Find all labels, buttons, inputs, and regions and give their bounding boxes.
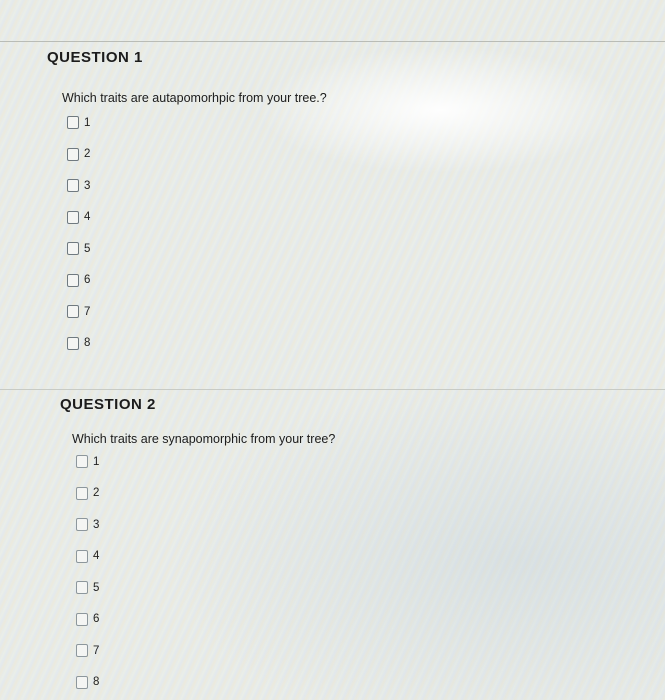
checkbox[interactable] (67, 305, 79, 318)
checkbox[interactable] (67, 148, 79, 161)
checkbox[interactable] (76, 613, 88, 626)
top-divider (0, 41, 665, 42)
checkbox-option[interactable] (67, 296, 90, 328)
checkbox-label: 3 (84, 179, 91, 192)
checkbox[interactable] (76, 676, 88, 689)
checkbox-label: 6 (93, 613, 100, 626)
checkbox-option[interactable] (67, 107, 90, 139)
checkbox-option[interactable] (76, 509, 99, 541)
checkbox[interactable] (67, 211, 79, 224)
checkbox[interactable] (76, 455, 88, 468)
checkbox[interactable] (76, 581, 88, 594)
checkbox-label: 5 (93, 581, 100, 594)
checkbox-option[interactable] (76, 572, 99, 604)
checkbox-option[interactable] (76, 541, 99, 573)
checkbox[interactable] (67, 337, 79, 350)
checkbox-option[interactable] (67, 233, 90, 265)
checkbox-option[interactable] (67, 328, 90, 360)
checkbox-label: 8 (93, 676, 100, 689)
checkbox-option[interactable] (76, 667, 99, 699)
checkbox-label: 2 (84, 148, 91, 161)
checkbox-label: 2 (93, 487, 100, 500)
checkbox[interactable] (67, 179, 79, 192)
answer-options (67, 107, 90, 359)
checkbox-label: 6 (84, 274, 91, 287)
checkbox[interactable] (67, 116, 79, 129)
checkbox-label: 1 (84, 116, 91, 129)
checkbox-option[interactable] (76, 478, 99, 510)
checkbox-option[interactable] (67, 170, 90, 202)
checkbox-option[interactable] (67, 202, 90, 234)
checkbox-label: 8 (84, 337, 91, 350)
question-prompt: Which traits are autapomorhpic from your tree.? (62, 91, 327, 105)
checkbox[interactable] (76, 550, 88, 563)
checkbox-option[interactable] (67, 265, 90, 297)
checkbox[interactable] (67, 242, 79, 255)
checkbox[interactable] (67, 274, 79, 287)
question-divider (0, 389, 665, 390)
checkbox-label: 3 (93, 518, 100, 531)
checkbox-option[interactable] (76, 446, 99, 478)
checkbox-label: 7 (84, 305, 91, 318)
question-title: QUESTION 1 (47, 49, 143, 66)
question-prompt: Which traits are synapomorphic from your tree? (72, 432, 336, 446)
checkbox-label: 4 (84, 211, 91, 224)
answer-options (76, 446, 99, 698)
checkbox[interactable] (76, 487, 88, 500)
checkbox-label: 5 (84, 242, 91, 255)
checkbox-label: 7 (93, 644, 100, 657)
checkbox-label: 4 (93, 550, 100, 563)
question-title: QUESTION 2 (60, 396, 156, 413)
checkbox-option[interactable] (76, 635, 99, 667)
checkbox-option[interactable] (76, 604, 99, 636)
checkbox[interactable] (76, 518, 88, 531)
checkbox-option[interactable] (67, 139, 90, 171)
checkbox[interactable] (76, 644, 88, 657)
checkbox-label: 1 (93, 455, 100, 468)
